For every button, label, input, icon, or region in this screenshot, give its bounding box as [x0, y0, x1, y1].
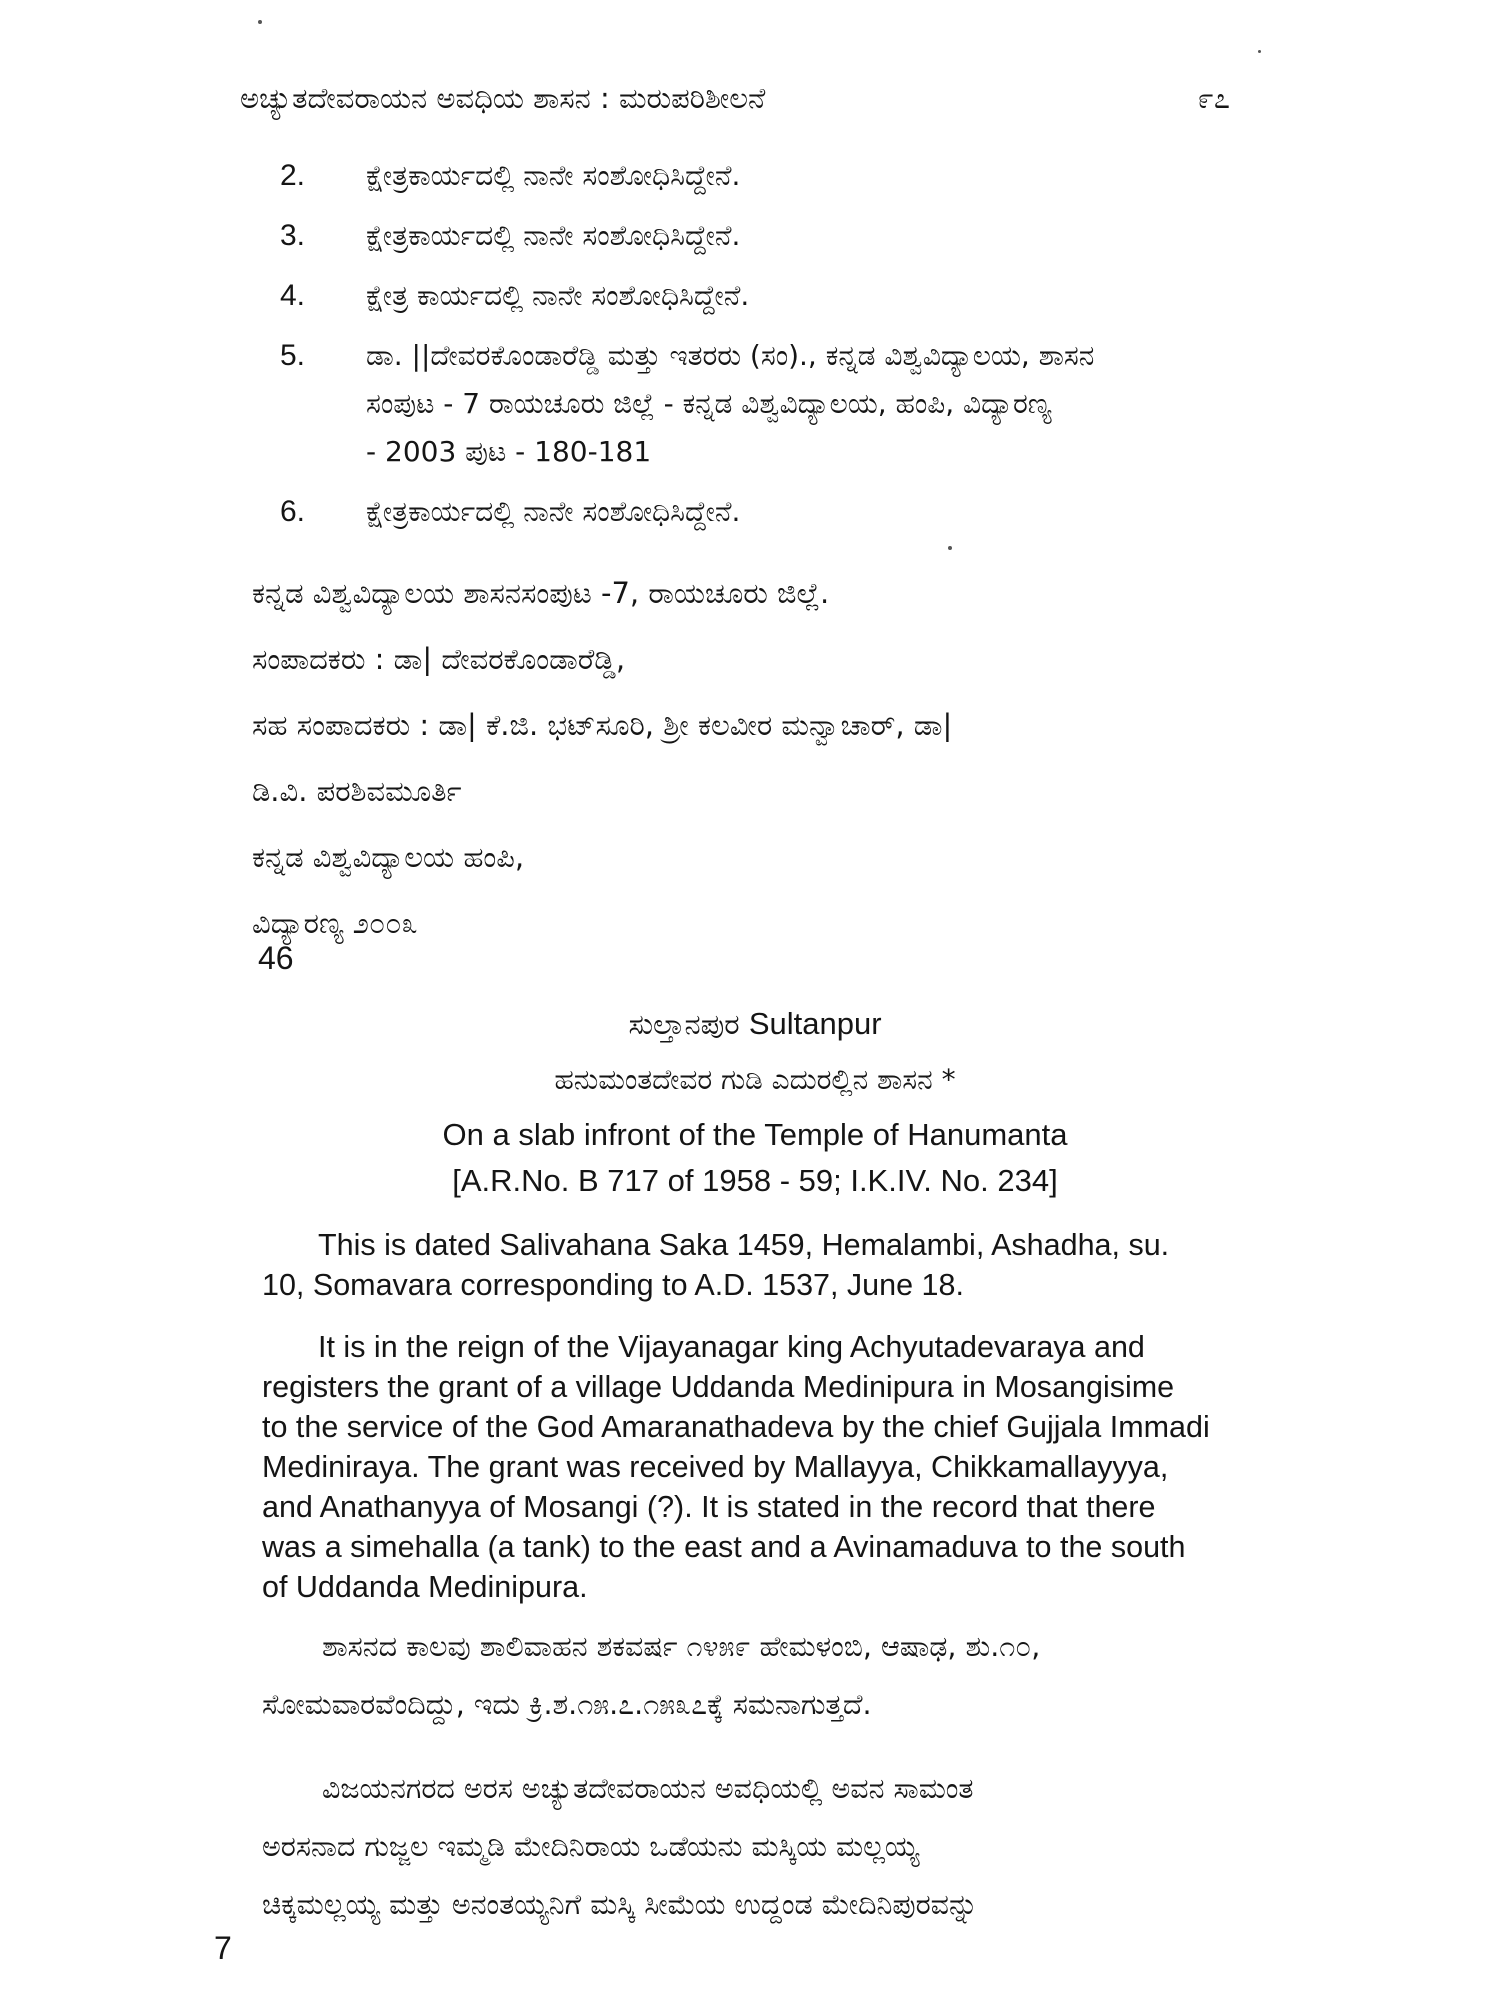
footnote-line: - 2003 ಪುಟ - 180-181 [366, 435, 652, 468]
summary-line: registers the grant of a village Uddanda Medinipura in Mosangisime [262, 1370, 1175, 1404]
footnote-line: ಸಂಪುಟ - 7 ರಾಯಚೂರು ಜಿಲ್ಲೆ - ಕನ್ನಡ ವಿಶ್ವವಿದ್ಯಾಲಯ, ಹಂಪಿ, ವಿದ್ಯಾರಣ್ಯ [366, 387, 1052, 420]
footnote-line: ಕ್ಷೇತ್ರ ಕಾರ್ಯದಲ್ಲಿ ನಾನೇ ಸಂಶೋಧಿಸಿದ್ದೇನೆ. [366, 279, 750, 312]
kannada-summary [262, 1618, 1272, 1960]
credit-line: ವಿದ್ಯಾರಣ್ಯ ೨೦೦೩ [252, 906, 418, 940]
place-name-kannada: ಸುಲ್ತಾನಪುರ [628, 1007, 740, 1041]
credit-line: ಡಿ.ವಿ. ಪರಶಿವಮೂರ್ತಿ [252, 774, 462, 808]
footnote-line: ಕ್ಷೇತ್ರಕಾರ್ಯದಲ್ಲಿ ನಾನೇ ಸಂಶೋಧಿಸಿದ್ದೇನೆ. [366, 219, 741, 252]
footnote-number: 6. [280, 495, 306, 528]
summary-line: of Uddanda Medinipura. [262, 1570, 588, 1604]
footnote-line: ಡಾ. ||ದೇವರಕೊಂಡಾರೆಡ್ಡಿ ಮತ್ತು ಇತರರು (ಸಂ)., ಕನ್ನಡ ವಿಶ್ವವಿದ್ಯಾಲಯ, ಶಾಸನ [366, 339, 1095, 372]
inscription-heading [250, 1000, 1260, 1204]
inscription-number: 46 [258, 940, 294, 976]
place-name-english: Sultanpur [748, 1006, 882, 1041]
summary-line: 10, Somavara corresponding to A.D. 1537, June 18. [262, 1268, 964, 1302]
summary-line: ಶಾಸನದ ಕಾಲವು ಶಾಲಿವಾಹನ ಶಕವರ್ಷ ೧೪೫೯ ಹೇಮಳಂಬಿ, ಆಷಾಢ, ಶು.೧೦, [322, 1630, 1041, 1663]
credit-line: ಸಹ ಸಂಪಾದಕರು : ಡಾ| ಕೆ.ಜಿ. ಭಟ್‌ಸೂರಿ, ಶ್ರೀ ಕಲವೀರ ಮನ್ವಾಚಾರ್, ಡಾ| [252, 708, 953, 742]
print-speck [948, 546, 952, 550]
source-credits [252, 560, 1262, 956]
credit-line: ಸಂಪಾದಕರು : ಡಾ| ದೇವರಕೊಂಡಾರೆಡ್ಡಿ, [252, 642, 626, 676]
footnotes-list [280, 152, 1260, 548]
footnote [280, 152, 1260, 200]
archive-reference: [A.R.No. B 717 of 1958 - 59; I.K.IV. No. 234] [452, 1163, 1058, 1198]
summary-line: and Anathanyya of Mosangi (?). It is stated in the record that there [262, 1490, 1156, 1524]
temple-title-english: On a slab infront of the Temple of Hanumanta [442, 1117, 1068, 1152]
summary-line: was a simehalla (a tank) to the east and a Avinamaduva to the south [262, 1530, 1186, 1564]
summary-line: ಚಿಕ್ಕಮಲ್ಲಯ್ಯ ಮತ್ತು ಅನಂತಯ್ಯನಿಗೆ ಮಸ್ಕಿ ಸೀಮೆಯ ಉದ್ದಂಡ ಮೇದಿನಿಪುರವನ್ನು [262, 1888, 978, 1921]
summary-line: ಸೋಮವಾರವೆಂದಿದ್ದು, ಇದು ಕ್ರಿ.ಶ.೧೫.೭.೧೫೩೭ಕ್ಕೆ ಸಮನಾಗುತ್ತದೆ. [262, 1688, 872, 1721]
footnote-number: 3. [280, 219, 306, 252]
footnote [280, 332, 1260, 476]
english-summary [262, 1225, 1262, 1629]
footnote [280, 272, 1260, 320]
footnote-text [366, 332, 1260, 476]
credit-line: ಕನ್ನಡ ವಿಶ್ವವಿದ್ಯಾಲಯ ಹಂಪಿ, [252, 840, 525, 874]
print-speck [1258, 50, 1261, 53]
footnote [280, 488, 1260, 536]
footnote-number: 4. [280, 279, 306, 312]
summary-paragraph [262, 1618, 1272, 1734]
footer-page-number: 7 [214, 1930, 232, 1966]
footnote-text [366, 488, 1260, 536]
summary-line: Mediniraya. The grant was received by Mallayya, Chikkamallayyya, [262, 1450, 1169, 1484]
running-title: ಅಚ್ಯುತದೇವರಾಯನ ಅವಧಿಯ ಶಾಸನ : ಮರುಪರಿಶೀಲನೆ [240, 81, 766, 115]
footnote-line: ಕ್ಷೇತ್ರಕಾರ್ಯದಲ್ಲಿ ನಾನೇ ಸಂಶೋಧಿಸಿದ್ದೇನೆ. [366, 159, 741, 192]
footnote-text [366, 272, 1260, 320]
print-speck [258, 20, 262, 24]
header-page-number: ೯೭ [1197, 81, 1230, 115]
place-title [250, 1000, 1260, 1056]
summary-line: ಅರಸನಾದ ಗುಜ್ಜಲ ಇಮ್ಮಡಿ ಮೇದಿನಿರಾಯ ಒಡೆಯನು ಮಸ್ಕಿಯ ಮಲ್ಲಯ್ಯ [262, 1830, 920, 1863]
summary-line: ವಿಜಯನಗರದ ಅರಸ ಅಚ್ಯುತದೇವರಾಯನ ಅವಧಿಯಲ್ಲಿ ಅವನ ಸಾಮಂತ [322, 1772, 974, 1805]
summary-line: This is dated Salivahana Saka 1459, Hemalambi, Ashadha, su. [318, 1228, 1170, 1262]
footnote-text [366, 212, 1260, 260]
summary-paragraph [262, 1225, 1262, 1305]
footnote-number: 2. [280, 159, 306, 192]
summary-paragraph [262, 1327, 1262, 1607]
footnote-text [366, 152, 1260, 200]
temple-title-kannada: ಹನುಮಂತದೇವರ ಗುಡಿ ಎದುರಲ್ಲಿನ ಶಾಸನ * [554, 1063, 956, 1096]
footnote-line: ಕ್ಷೇತ್ರಕಾರ್ಯದಲ್ಲಿ ನಾನೇ ಸಂಶೋಧಿಸಿದ್ದೇನೆ. [366, 495, 741, 528]
running-header [240, 78, 1250, 118]
footnote [280, 212, 1260, 260]
credit-line: ಕನ್ನಡ ವಿಶ್ವವಿದ್ಯಾಲಯ ಶಾಸನಸಂಪುಟ -7, ರಾಯಚೂರು ಜಿಲ್ಲೆ. [252, 576, 830, 610]
summary-line: to the service of the God Amaranathadeva by the chief Gujjala Immadi [262, 1410, 1210, 1444]
footnote-number: 5. [280, 339, 306, 372]
summary-line: It is in the reign of the Vijayanagar king Achyutadevaraya and [318, 1330, 1145, 1364]
summary-paragraph [262, 1760, 1272, 1934]
